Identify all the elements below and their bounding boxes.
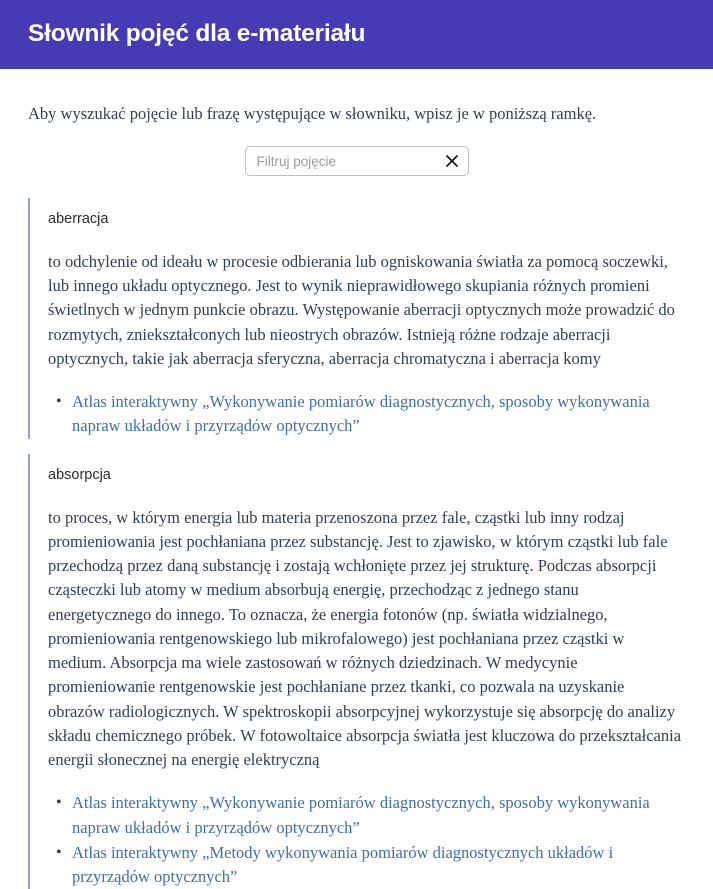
term-reference-link[interactable]: Atlas interaktywny „Wykonywanie pomiarów diagnostycznych, sposoby wykonywania napraw układów i przyrządów optycznych” <box>72 793 650 837</box>
page-header <box>0 0 713 69</box>
term-reference-link[interactable]: Atlas interaktywny „Metody wykonywania pomiarów diagnostycznych układów i przyrządów optycznych” <box>72 842 614 887</box>
term-definition: to proces, w którym energia lub materia przenoszona przez fale, cząstki lub inny rodzaj promieniowania jest pochłaniana przez substancję. Jest to zjawisko, w którym cząstki lub fale przechodzą przez daną substancję i zostają wchłonięte przez jej strukturę. Podczas absorpcji cząsteczki lub atomy w medium absorbują energię, przechodząc z jednego stanu energetycznego do innego. To oznacza, że energia fotonów (np. światła widzialnego, promieniowania rentgenowskiego lub mikrofalowego) jest pochłaniana przez cząstki w medium. Absorpcja ma wiele zastosowań w różnych dziedzinach. W medycynie promieniowanie rentgenowskie jest pochłaniane przez tkanki, co pozwala na uzyskanie obrazów radiologicznych. W spektroskopii absorpcyjnej wykorzystuje się absorpcję do analizy składu chemicznego próbek. W fotowoltaice absorpcja światła jest kluczowa do przekształcania energii słonecznej na energię elektryczną <box>48 507 682 770</box>
list-item <box>70 791 685 840</box>
list-item <box>70 841 685 889</box>
list-item <box>70 390 685 439</box>
search-box[interactable] <box>245 146 469 176</box>
glossary-term-entry <box>28 454 685 889</box>
term-reference-list <box>48 390 685 439</box>
search-input[interactable] <box>246 147 468 175</box>
term-title: absorpcja <box>48 466 111 483</box>
term-reference-list <box>48 791 685 889</box>
intro-section <box>0 102 713 125</box>
term-definition: to odchylenie od ideału w procesie odbierania lub ogniskowania światła za pomocą soczewki, lub innego układu optycznego. Jest to wynik nieprawidłowego skupiania różnych promieni świetlnych w jednym punkcie obrazu. Występowanie aberracji optycznych może prowadzić do rozmytych, zniekształconych lub nieostrych obrazów. Istnieją różne rodzaje aberracji optycznych, takie jak aberracja sferyczna, aberracja chromatyczna i aberracja komy <box>48 251 675 368</box>
term-title: aberracja <box>48 211 109 228</box>
glossary-list <box>0 198 713 889</box>
close-x-icon-glyph <box>445 154 459 168</box>
intro-instruction-text: Aby wyszukać pojęcie lub frazę występujące w słowniku, wpisz je w poniższą ramkę. <box>28 104 597 123</box>
search-row <box>0 146 713 176</box>
page-title: Słownik pojęć dla e-materiału <box>28 20 366 48</box>
close-x-icon[interactable] <box>444 153 460 169</box>
glossary-term-entry <box>28 198 685 439</box>
term-reference-link[interactable]: Atlas interaktywny „Wykonywanie pomiarów diagnostycznych, sposoby wykonywania napraw układów i przyrządów optycznych” <box>72 392 650 436</box>
